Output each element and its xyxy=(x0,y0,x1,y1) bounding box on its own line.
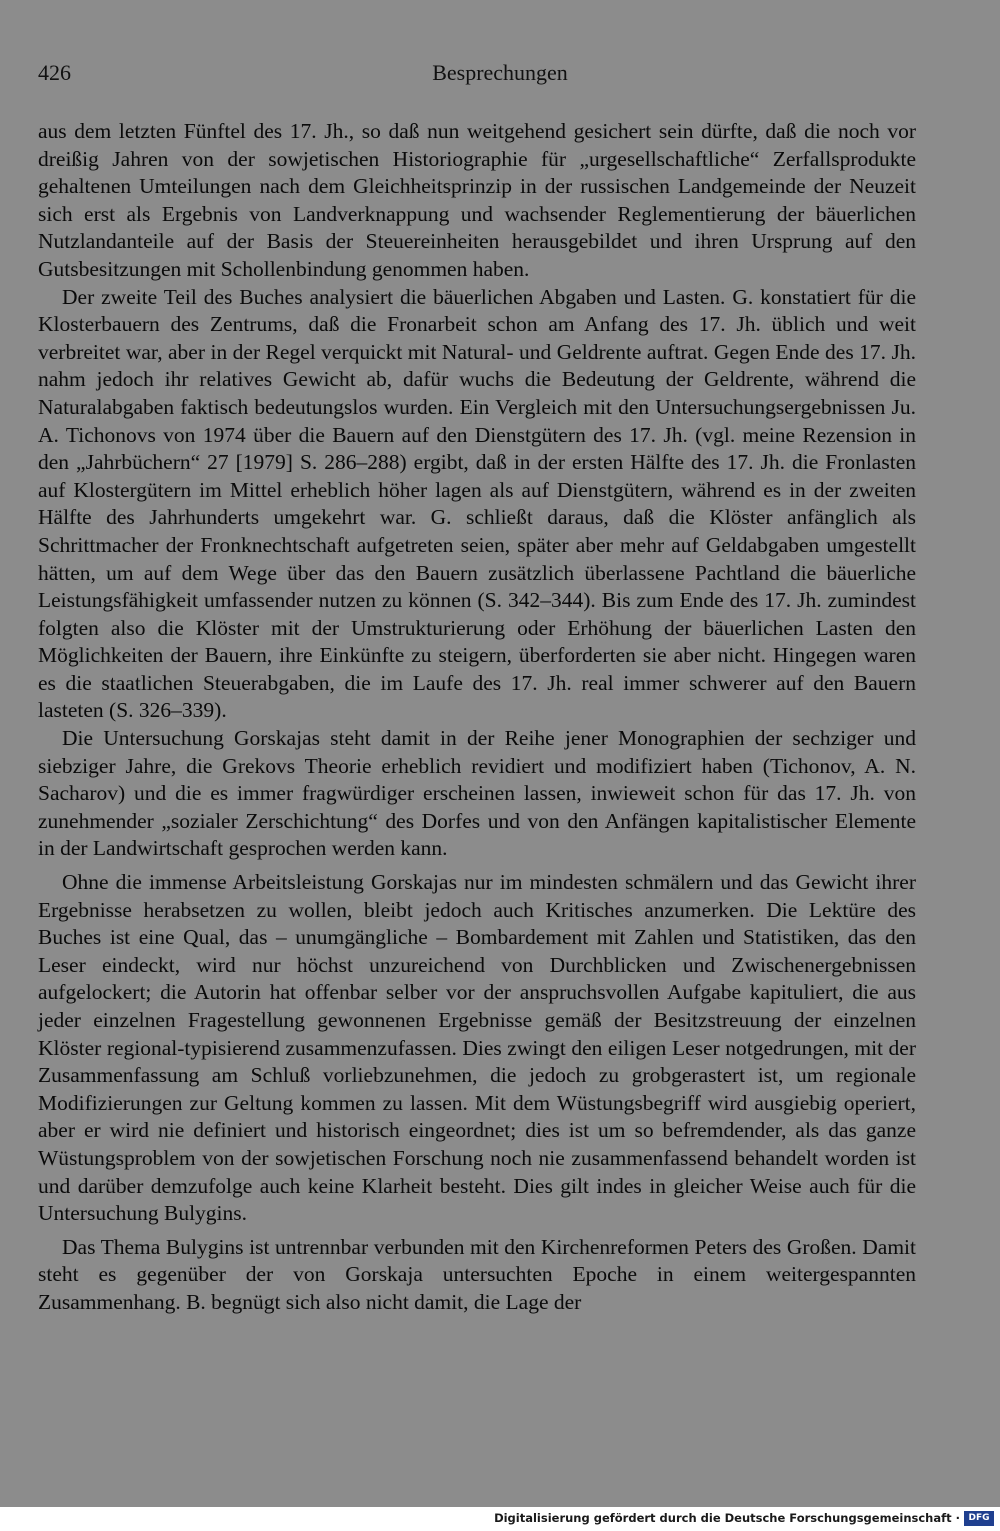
paragraph: Der zweite Teil des Buches analysiert die bäuerlichen Abgaben und Lasten. G. konstatiert für die Klosterbauern des Zentrums, daß die Fronarbeit schon am Anfang des 17. Jh. üblich und weit verbreitet war, aber in der Regel verquickt mit Natural- und Geldrente auftrat. Gegen Ende des 17. Jh. nahm jedoch ihr relatives Gewicht ab, dafür wuchs die Bedeutung der Geldrente, während die Naturalabgaben faktisch bedeutungslos wurden. Ein Vergleich mit den Untersuchungsergebnissen Ju. A. Tichonovs von 1974 über die Bauern auf den Dienstgütern des 17. Jh. (vgl. meine Rezension in den „Jahrbüchern“ 27 [1979] S. 286–288) ergibt, daß in der ersten Hälfte des 17. Jh. die Fronlasten auf Klostergütern im Mittel erheblich höher lagen als auf Dienstgütern, während es in der zweiten Hälfte des Jahrhunderts umgekehrt war. G. schließt daraus, daß die Klöster anfänglich als Schrittmacher der Fronknechtschaft aufgetreten seien, später aber mehr auf Geldabgaben umgestellt hätten, um auf dem Wege über das den Bauern zusätzlich überlassene Pachtland die bäuerliche Leistungsfähigkeit umfassender nutzen zu können (S. 342–344). Bis zum Ende des 17. Jh. zumindest folgten also die Klöster mit der Umstrukturierung oder Erhöhung der bäuerlichen Lasten den Möglichkeiten der Bauern, ihre Einkünfte zu steigern, überforderten sie aber nicht. Hingegen waren es die staatlichen Steuerabgaben, die im Laufe des 17. Jh. real immer schwerer auf den Bauern lasteten (S. 326–339). xyxy=(38,284,916,723)
paragraph: Die Untersuchung Gorskajas steht damit in der Reihe jener Monographien der sechziger und siebziger Jahre, die Grekovs Theorie erheblich revidiert und modifiziert haben (Tichonov, A. N. Sacharov) und die es immer fragwürdiger erscheinen lassen, inwieweit schon für das 17. Jh. von zunehmender „sozialer Zerschichtung“ des Dorfes und von den Anfängen kapitalistischer Elemente in der Landwirtschaft gesprochen werden kann. xyxy=(38,726,916,861)
digitization-footer xyxy=(0,1507,1000,1531)
footer-credit: Digitalisierung gefördert durch die Deutsche Forschungsgemeinschaft · xyxy=(494,1511,960,1525)
page-number: 426 xyxy=(38,60,71,85)
body-text xyxy=(38,118,916,1317)
paragraph: aus dem letzten Fünftel des 17. Jh., so daß nun weitgehend gesichert sein dürfte, daß die noch vor dreißig Jahren von der sowjetischen Historiographie für „urgesellschaftliche“ Zerfallsprodukte gehaltenen Umteilungen nach dem Gleichheitsprinzip in der russischen Landgemeinde der Neuzeit sich erst als Ergebnis von Landverknappung und wachsender Reglementierung der bäuerlichen Nutzlandanteile auf der Basis der Steuereinheiten herausgebildet und ihren Ursprung auf den Gutsbesitzungen mit Schollenbindung genommen haben. xyxy=(38,119,916,281)
paragraph: Das Thema Bulygins ist untrennbar verbunden mit den Kirchenreformen Peters des Großen. Damit steht es gegenüber der von Gorskaja untersuchten Epoche in einem weitergespannten Zusammenhang. B. begnügt sich also nicht damit, die Lage der xyxy=(38,1234,916,1314)
paragraph: Ohne die immense Arbeitsleistung Gorskajas nur im mindesten schmälern und das Gewicht ihrer Ergebnisse herabsetzen zu wollen, bleibt jedoch auch Kritisches anzumerken. Die Lektüre des Buches ist eine Qual, das – unumgängliche – Bombardement mit Zahlen und Statistiken, das den Leser eindeckt, wird nur höchst unzureichend von Durchblicken und Zwischenergebnissen aufgelockert; die Autorin hat offenbar selber vor der anspruchsvollen Aufgabe kapituliert, die aus jeder einzelnen Fragestellung gewonnenen Ergebnisse gemäß der Besitzstreuung der einzelnen Klöster regional-typisierend zusammenzufassen. Dies zwingt den eiligen Leser notgedrungen, mit der Zusammenfassung am Schluß vorliebzunehmen, die jedoch zu grobgerastert ist, um regionale Modifizierungen zur Geltung kommen zu lassen. Mit dem Wüstungsbegriff wird ausgiebig operiert, aber er wird nie definiert und historisch eingeordnet; dies ist um so befremdender, als das ganze Wüstungsproblem von der sowjetischen Forschung noch nie zusammenfassend behandelt worden ist und darüber demzufolge auch keine Klarheit besteht. Dies gilt indes in gleicher Weise auch für die Untersuchung Bulygins. xyxy=(38,870,916,1226)
dfg-logo: DFG xyxy=(964,1511,994,1526)
running-head: Besprechungen xyxy=(432,60,568,85)
